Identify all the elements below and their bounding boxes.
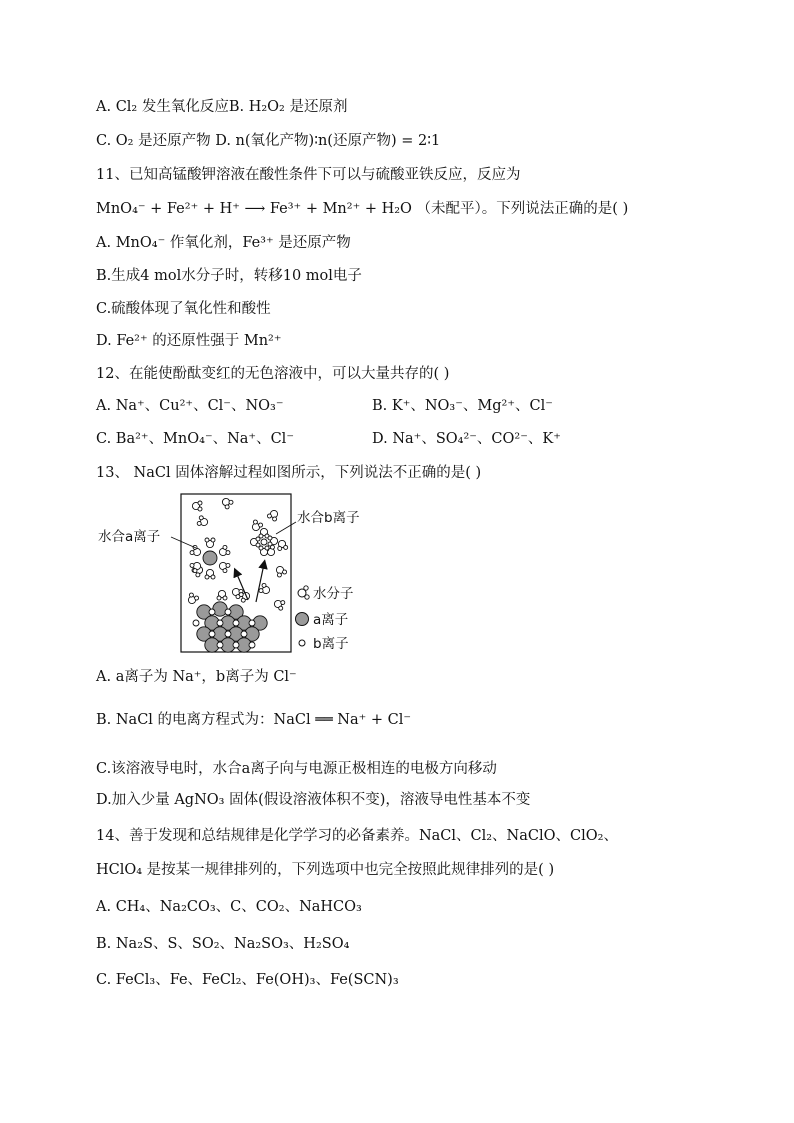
callout-line-b [276,522,296,534]
water-molecule [217,545,230,558]
hydrogen-atom [268,542,272,546]
q14-option-c: C. FeCl₃、Fe、FeCl₂、Fe(OH)₃、Fe(SCN)₃ [96,972,399,988]
b-ion [233,620,239,626]
water-molecule [259,528,269,538]
q11-option-b: B.生成4 mol水分子时，转移10 mol电子 [96,268,362,284]
q11-option-d: D. Fe²⁺ 的还原性强于 Mn²⁺ [96,333,282,349]
q13-option-a: A. a离子为 Na⁺，b离子为 Cl⁻ [96,669,297,685]
water-molecules [186,496,288,611]
hydrogen-atom [277,546,282,551]
hydrogen-atom [211,538,215,542]
legend-water-label: 水分子 [313,586,354,602]
q12-stem: 12、在能使酚酞变红的无色溶液中，可以大量共存的( ) [96,366,450,382]
b-ion [217,642,223,648]
water-molecule [189,545,202,558]
legend-a [296,612,349,628]
q12-option-d: D. Na⁺、SO₄²⁻、CO²⁻、K⁺ [372,431,561,447]
dissolve-arrow [256,564,264,602]
a-ion [213,602,227,616]
nacl-crystal [193,602,267,652]
q14-stem-1: 14、善于发现和总结规律是化学学习的必备素养。NaCl、Cl₂、NaClO、ClO₂、 [96,828,618,844]
water-molecule [259,546,269,556]
legend-b [299,636,349,652]
q13-stem: 13、 NaCl 固体溶解过程如图所示，下列说法不正确的是( ) [96,465,482,481]
water-molecule [267,508,280,521]
q11-option-a: A. MnO₄⁻ 作氧化剂，Fe³⁺ 是还原产物 [96,235,351,251]
hydrogen-atom [205,575,209,579]
b-ion [241,631,247,637]
hydrogen-atom [265,546,269,550]
q10-option-cd: C. O₂ 是还原产物 D. n(氧化产物)∶n(还原产物) = 2∶1 [96,133,441,149]
water-molecule [192,501,202,511]
b-ion [225,609,231,615]
q11-equation: MnO₄⁻ + Fe²⁺ + H⁺ ⟶ Fe³⁺ + Mn²⁺ + H₂O （未配平）。下列说法正确的是( ) [96,201,629,217]
b-ion [261,539,267,545]
b-ion [249,620,255,626]
hydrogen-atom [198,501,202,505]
water-molecule [273,598,285,611]
legend-water [298,585,354,602]
q12-option-c: C. Ba²⁺、MnO₄⁻、Na⁺、Cl⁻ [96,431,294,447]
hydrogen-atom [268,536,272,540]
water-molecule [276,540,288,551]
b-ion [233,642,239,648]
q13-option-d: D.加入少量 AgNO₃ 固体(假设溶液体积不变)，溶液导电性基本不变 [96,792,531,808]
label-hydrated-b: 水合b离子 [297,510,360,526]
water-molecule [205,569,215,579]
water-molecule [217,590,227,600]
water-molecule [268,536,278,546]
q11-stem: 11、已知高锰酸钾溶液在酸性条件下可以与硫酸亚铁反应，反应为 [96,167,521,183]
b-ion [217,620,223,626]
hydrogen-atom [223,596,227,600]
hydrogen-atom [198,507,202,511]
water-molecule [220,496,234,510]
q12-option-a: A. Na⁺、Cu²⁺、Cl⁻、NO₃⁻ [96,398,284,414]
q10-option-ab: A. Cl₂ 发生氧化反应B. H₂O₂ 是还原剂 [96,99,348,115]
b-ion [209,631,215,637]
b-ion [249,642,255,648]
callout-line-a [171,537,196,548]
hydrogen-atom [205,538,209,542]
water-molecule [250,537,260,547]
water-molecule [217,560,230,573]
legend-b-label: b离子 [313,636,349,652]
q14-option-b: B. Na₂S、S、SO₂、Na₂SO₃、H₂SO₄ [96,936,350,952]
water-molecule [197,515,209,528]
q11-option-c: C.硫酸体现了氧化性和酸性 [96,301,271,317]
hydrogen-atom [211,575,215,579]
q13-option-b: B. NaCl 的电离方程式为：NaCl ══ Na⁺ + Cl⁻ [96,712,412,728]
label-hydrated-a: 水合a离子 [98,529,161,545]
q12-option-b: B. K⁺、NO₃⁻、Mg²⁺、Cl⁻ [372,398,553,414]
water-molecule [258,583,271,596]
hydrogen-atom [217,596,221,600]
a-ion [203,551,217,565]
hydrogen-atom [256,537,260,541]
water-molecule [205,538,215,548]
b-ion [209,609,215,615]
legend-a-label: a离子 [313,612,349,628]
q14-option-a: A. CH₄、Na₂CO₃、C、CO₂、NaHCO₃ [96,899,362,915]
q13-option-c: C.该溶液导电时，水合a离子向与电源正极相连的电极方向移动 [96,761,497,777]
water-molecule [186,592,199,605]
q14-stem-2: HClO₄ 是按某一规律排列的，下列选项中也完全按照此规律排列的是( ) [96,862,555,878]
hydrogen-atom [256,543,260,547]
water-molecule [274,564,287,577]
b-ion [225,631,231,637]
b-ion [193,620,199,626]
nacl-dissolution-figure [96,492,376,657]
hydrogen-atom [283,545,288,550]
